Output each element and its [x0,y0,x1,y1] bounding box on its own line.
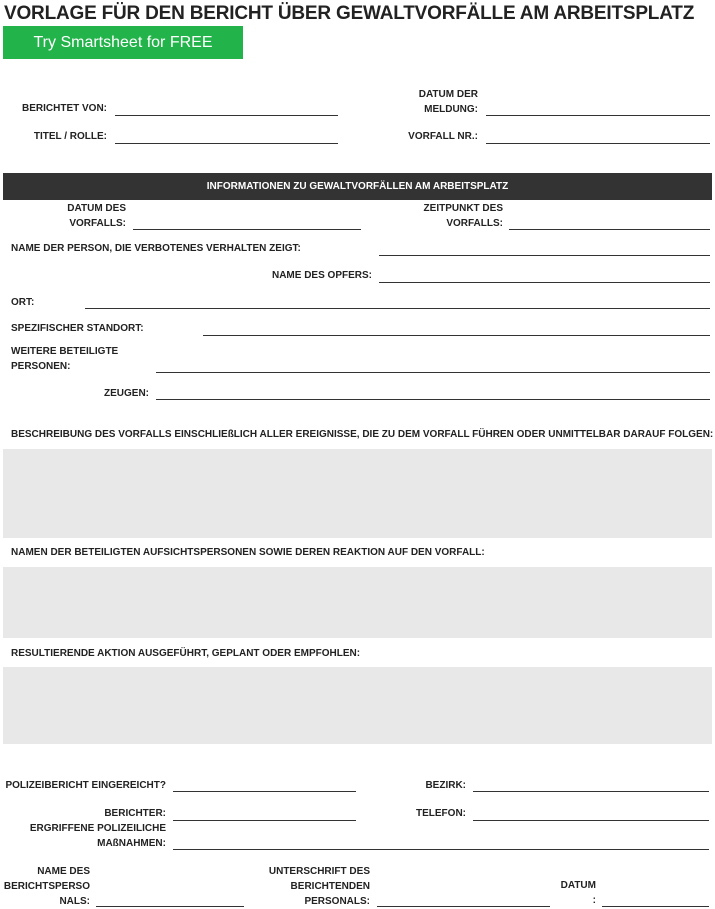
reporter-label: BERICHTER: [104,808,166,819]
signature-label [269,864,370,909]
police-measures-label-line1: ERGRIFFENE POLIZEILICHE [29,823,166,834]
title-role-field[interactable] [115,143,338,144]
incident-date-label [67,201,126,231]
specific-location-field[interactable] [203,335,710,336]
phone-field[interactable] [473,820,709,821]
report-date-field[interactable] [486,115,710,116]
reporter-field[interactable] [173,820,356,821]
reporter-name-field[interactable] [96,906,244,907]
reporter-name-label-line1: NAME DES [37,866,90,877]
police-report-label: POLIZEIBERICHT EINGEREICHT? [5,780,166,791]
police-measures-label-line2: MAßNAHMEN: [97,838,166,849]
supervisors-label: NAMEN DER BETEILIGTEN AUFSICHTSPERSONEN SOWIE DEREN REAKTION AUF DEN VORFALL: [11,547,485,558]
description-label: BESCHREIBUNG DES VORFALLS EINSCHLIEßLICH ALLER EREIGNISSE, DIE ZU DEM VORFALL FÜHREN ODER UNMITTELBAR DARAUF FOLGEN: [11,429,714,440]
reporter-name-label-line3: NALS: [59,896,90,907]
witnesses-label: ZEUGEN: [104,388,149,399]
others-involved-label [11,344,118,374]
signature-label-line3: PERSONALS: [304,896,370,907]
try-smartsheet-button[interactable]: Try Smartsheet for FREE [3,26,243,59]
victim-label: NAME DES OPFERS: [271,270,372,281]
description-textarea[interactable] [3,449,712,538]
action-textarea[interactable] [3,667,712,744]
police-measures-label [30,821,166,851]
incident-time-label-line2: VORFALLS: [446,218,503,229]
incident-time-field[interactable] [509,229,710,230]
signature-date-label-line1: DATUM [560,880,596,891]
phone-label: TELEFON: [416,808,466,819]
district-label: BEZIRK: [425,780,466,791]
signature-label-line1: UNTERSCHRIFT DES [268,866,370,877]
report-date-label-line2: MELDUNG: [424,104,478,115]
location-label: ORT: [11,297,35,308]
reported-by-label: BERICHTET VON: [22,103,107,114]
incident-time-label [424,201,503,231]
page-title: VORLAGE FÜR DEN BERICHT ÜBER GEWALTVORFÄLLE AM ARBEITSPLATZ [4,3,695,24]
reporter-name-label-line2: BERICHTSPERSO [3,881,90,892]
incident-date-field[interactable] [133,229,361,230]
incident-date-label-line1: DATUM DES [67,203,126,214]
location-field[interactable] [85,308,710,309]
supervisors-textarea[interactable] [3,567,712,638]
incident-number-field[interactable] [486,143,710,144]
victim-field[interactable] [379,282,710,283]
signature-date-label-line2: : [592,895,596,906]
specific-location-label: SPEZIFISCHER STANDORT: [11,323,144,334]
incident-date-label-line2: VORFALLS: [69,218,126,229]
action-label: RESULTIERENDE AKTION AUSGEFÜHRT, GEPLANT ODER EMPFOHLEN: [11,648,361,659]
section-banner: INFORMATIONEN ZU GEWALTVORFÄLLEN AM ARBEITSPLATZ [3,173,712,200]
signature-date-label [561,878,596,908]
reported-by-field[interactable] [115,115,338,116]
others-involved-label-line1: WEITERE BETEILIGTE [11,346,119,357]
signature-field[interactable] [377,906,550,907]
witnesses-field[interactable] [156,399,710,400]
district-field[interactable] [473,791,709,792]
incident-number-label: VORFALL NR.: [408,131,478,142]
reporter-name-label [4,864,90,909]
others-involved-field[interactable] [156,372,710,373]
police-measures-field[interactable] [173,849,709,850]
report-date-label [419,87,478,117]
title-role-label: TITEL / ROLLE: [33,131,107,142]
offender-field[interactable] [379,255,710,256]
incident-time-label-line1: ZEITPUNKT DES [423,203,503,214]
offender-label: NAME DER PERSON, DIE VERBOTENES VERHALTEN ZEIGT: [11,243,301,254]
signature-label-line2: BERICHTENDEN [290,881,370,892]
police-report-field[interactable] [173,791,356,792]
report-date-label-line1: DATUM DER [418,89,478,100]
others-involved-label-line2: PERSONEN: [11,361,71,372]
signature-date-field[interactable] [602,906,709,907]
